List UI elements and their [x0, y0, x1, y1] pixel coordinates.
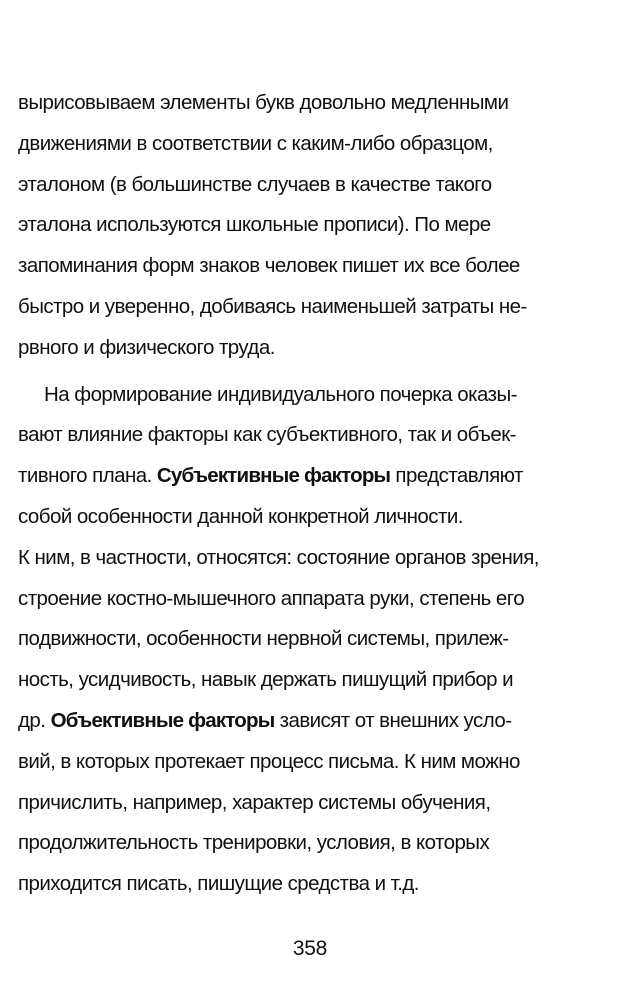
text-line: движениями в соответствии с каким-либо образцом,: [18, 131, 493, 155]
text-line: эталоном (в большинстве случаев в качестве такого: [18, 172, 492, 196]
text-run: тивного плана.: [18, 464, 157, 488]
text-run: др.: [18, 708, 51, 732]
text-line: подвижности, особенности нервной системы, прилеж-: [18, 627, 509, 651]
text-line: вырисовываем элементы букв довольно медленными: [18, 91, 509, 114]
body-text: [18, 83, 608, 905]
page-number: 358: [292, 937, 328, 960]
paragraph: [18, 375, 608, 905]
bold-term-objective-factors: Объективные факторы: [50, 708, 275, 732]
text-line: запоминания форм знаков человек пишет их все более: [18, 254, 520, 278]
text-line: вий, в которых протекает процесс письма. К ним можно: [18, 749, 520, 773]
text-line: [18, 701, 608, 742]
text-line: приходится писать, пишущие средства и т.д.: [18, 872, 419, 896]
text-line: быстро и уверенно, добиваясь наименьшей затраты не-: [18, 294, 527, 318]
text-line: строение костно-мышечного аппарата руки, степень его: [18, 586, 525, 610]
text-run: представляют: [390, 464, 523, 488]
text-line: эталона используются школьные прописи). По мере: [18, 213, 491, 237]
text-line: продолжительность тренировки, условия, в которых: [18, 831, 490, 855]
bold-term-subjective-factors: Субъективные факторы: [156, 464, 391, 488]
text-line: ность, усидчивость, навык держать пишущий прибор и: [18, 668, 514, 692]
paragraph: [18, 83, 608, 369]
text-line: собой особенности данной конкретной личности.: [18, 504, 463, 528]
text-line: рвного и физического труда.: [18, 335, 275, 359]
text-line: причислить, например, характер системы обучения,: [18, 790, 491, 814]
text-line: На формирование индивидуального почерка оказы-: [44, 382, 517, 406]
text-line: [18, 456, 608, 497]
text-run: зависят от внешних усло-: [274, 708, 512, 732]
text-line: вают влияние факторы как субъективного, так и объек-: [18, 423, 516, 447]
text-line: К ним, в частности, относятся: состояние органов зрения,: [18, 545, 539, 569]
